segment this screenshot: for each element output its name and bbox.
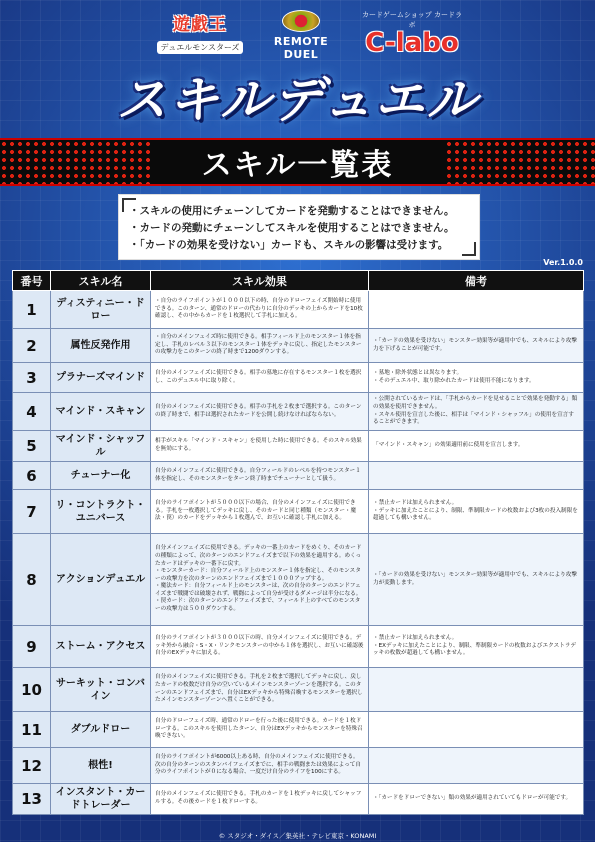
skill-effect: 自分のメインフェイズに使用できる。自分フィールドのレベルを持つモンスター１体を指定し、そのモンスターをターン終了時までチューナーとして扱う。 <box>151 462 369 490</box>
skill-name: ディスティニー・ドロー <box>51 291 151 329</box>
table-row <box>13 534 584 626</box>
skill-number: 3 <box>13 363 51 393</box>
table-row <box>13 393 584 431</box>
table-row <box>13 748 584 784</box>
clabo-logo-main: C-labo <box>365 28 459 58</box>
notes-box <box>118 194 480 260</box>
yugioh-logo-sub: デュエルモンスターズ <box>157 41 242 54</box>
table-row <box>13 431 584 462</box>
skill-effect: ・自分のメインフェイズ時に使用できる。相手フィールド上のモンスター１体を指定し、手札のレベル３以下のモンスター１体をデッキに戻し、指定したモンスターの攻撃力をこのターンの終了時まで1200ダウンする。 <box>151 329 369 363</box>
remote-duel-emblem-icon <box>282 10 320 32</box>
skill-remarks: ・禁止カードは加えられません。 ・EXデッキに加えたことにより、制限、準制限カードの枚数およびエクストラデッキの枚数が超過しても構いません。 <box>369 626 584 668</box>
table-row <box>13 462 584 490</box>
header-remarks: 備考 <box>369 271 584 291</box>
skill-remarks: 「マインド・スキャン」の効果適用前に使用を宣言します。 <box>369 431 584 462</box>
skill-name: プラナーズマインド <box>51 363 151 393</box>
skill-remarks <box>369 748 584 784</box>
skill-name: 根性! <box>51 748 151 784</box>
skill-name: リ・コントラクト・ユニバース <box>51 490 151 534</box>
version-label: Ver.1.0.0 <box>543 258 583 267</box>
skill-remarks: ・「カードをドローできない」類の効果が適用されていてもドローが可能です。 <box>369 784 584 815</box>
skill-effect: 自分メインフェイズに使用できる。デッキの一番上のカードをめくり、そのカードの種類によって、次のターンのエンドフェイズまで以下の効果を適用する。めくったカードはデッキの一番下に戻す。 ・モンスターカード：自分フィールド上のモンスター１体を指定し、そのモンスターの攻撃力を次のターンのエンドフェイズまで１０００アップする。 ・魔法カード：自分フィールド上のモンスターは、次の自分のターンのエンドフェイズまで戦闘では破壊されず、戦闘によって自分が受けるダメージは半分になる。 ・罠カード：次のターンのエンドフェイズまで、フィールド上のすべてのモンスターの攻撃力は５００ダウンする。 <box>151 534 369 626</box>
skill-remarks: ・墓地・除外状態とは異なります。 ・そのデュエル中、取り除かれたカードは使用不能になります。 <box>369 363 584 393</box>
skill-effect: 自分のメインフェイズに使用できる。相手の墓地に存在するモンスター１枚を選択し、このデュエル中に取り除く。 <box>151 363 369 393</box>
skill-name: アクションデュエル <box>51 534 151 626</box>
skill-effect: 自分のライフポイントが５０００以下の場合、自分のメインフェイズに使用できる。手札を一枚選択してデッキに戻し、そのカードと同じ種類（モンスター・魔法・罠）のカードをデッキから１枚選んで、お互いに確認し手札に加える。 <box>151 490 369 534</box>
skill-remarks: ・公開されているカードは、「手札からカードを見せることで効果を発動する」類の効果を使用できません。 ・スキル使用を宣言した後に、相手は「マインド・シャッフル」の使用を宣言することができます。 <box>369 393 584 431</box>
skill-effect: 自分のメインフェイズに使用できる。手札を２枚まで選択してデッキに戻し、戻したカードの枚数だけ自分の空いているメインモンスターゾーンを選択する。このターンのエンドフェイズまで、自分はEXデッキから特殊召喚するモンスターを選択したメインモンスターゾーンへ置くことができる。 <box>151 668 369 712</box>
table-row <box>13 784 584 815</box>
skill-table <box>12 270 584 815</box>
skill-number: 6 <box>13 462 51 490</box>
skill-remarks <box>369 462 584 490</box>
skill-effect: 自分のライフポイントが３０００以下の時、自分メインフェイズに使用できる。デッキ外から融合・S・X・リンクモンスターの中から１体を選択し、お互いに確認後自分のEXデッキに加える。 <box>151 626 369 668</box>
banner-title: スキル一覧表 <box>201 148 394 183</box>
skill-name: ダブルドロー <box>51 712 151 748</box>
skill-name: サーキット・コンバイン <box>51 668 151 712</box>
skill-effect: 自分のライフポイントが6000以上ある時、自分のメインフェイズに使用できる。次の自分のターンのスタンバイフェイズまでに、相手の戦闘または効果によって自分のライフポイントが０になる場合、一度だけ自分のライフを100にする。 <box>151 748 369 784</box>
skill-effect: 自分のドローフェイズ時、通常のドローを行った後に使用できる。カードを１枚ドローする。このスキルを使用したターン、自分はEXデッキからモンスターを特殊召喚できない。 <box>151 712 369 748</box>
skill-effect: 自分のメインフェイズに使用できる。相手の手札を２枚まで選択する。このターンの終了時まで、相手は選択されたカードを公開し続けなければならない。 <box>151 393 369 431</box>
table-row <box>13 626 584 668</box>
skill-name: 属性反発作用 <box>51 329 151 363</box>
skill-name: チューナー化 <box>51 462 151 490</box>
skill-number: 8 <box>13 534 51 626</box>
skill-remarks: ・「カードの効果を受けない」モンスター効果等が適用中でも、スキルにより攻撃力を下げることが可能です。 <box>369 329 584 363</box>
header-skill-effect: スキル効果 <box>151 271 369 291</box>
skill-number: 4 <box>13 393 51 431</box>
skill-effect: 自分のメインフェイズに使用できる。手札のカードを１枚デッキに戻してシャッフルする。その後カードを１枚ドローする。 <box>151 784 369 815</box>
header-skill-name: スキル名 <box>51 271 151 291</box>
note-line: ・スキルの使用にチェーンしてカードを発動することはできません。 <box>129 205 455 217</box>
note-line: ・カードの発動にチェーンしてスキルを使用することはできません。 <box>129 222 455 234</box>
skill-effect: 相手がスキル「マインド・スキャン」を使用した時に使用できる。そのスキル効果を無効にする。 <box>151 431 369 462</box>
skill-remarks: ・「カードの効果を受けない」モンスター効果等が適用中でも、スキルにより攻撃力が変動します。 <box>369 534 584 626</box>
table-row <box>13 291 584 329</box>
skill-remarks <box>369 291 584 329</box>
skill-number: 2 <box>13 329 51 363</box>
skill-name: マインド・シャッフル <box>51 431 151 462</box>
skill-number: 13 <box>13 784 51 815</box>
page-title <box>0 60 595 132</box>
remote-duel-logo <box>255 10 347 61</box>
skill-number: 10 <box>13 668 51 712</box>
table-row <box>13 668 584 712</box>
skill-effect: ・自分のライフポイントが１０００以下の時、自分のドローフェイズ開始時に使用できる。このターン、通常のドローの代わりに自分のデッキの上からカードを10枚確認し、その中からカードを１枚選択して手札に加える。 <box>151 291 369 329</box>
table-header-row <box>13 271 584 291</box>
title-banner <box>0 138 595 186</box>
skill-name: マインド・スキャン <box>51 393 151 431</box>
logo-row <box>0 6 595 61</box>
skill-remarks <box>369 712 584 748</box>
skill-number: 7 <box>13 490 51 534</box>
table-row <box>13 712 584 748</box>
skill-number: 11 <box>13 712 51 748</box>
yugioh-logo <box>150 10 250 54</box>
table-row <box>13 490 584 534</box>
skill-number: 12 <box>13 748 51 784</box>
skill-name: ストーム・アクセス <box>51 626 151 668</box>
clabo-logo-top: カードゲームショップ カードラボ <box>362 11 462 29</box>
skill-number: 1 <box>13 291 51 329</box>
skill-number: 9 <box>13 626 51 668</box>
remote-duel-logo-text: REMOTE DUEL <box>273 35 329 61</box>
skill-name: インスタント・カードトレーダー <box>51 784 151 815</box>
skill-remarks <box>369 668 584 712</box>
skill-remarks: ・禁止カードは加えられません。 ・デッキに加えたことにより、制限、準制限カードの枚数および3枚の投入制限を超過しても構いません。 <box>369 490 584 534</box>
skill-number: 5 <box>13 431 51 462</box>
table-row <box>13 329 584 363</box>
yugioh-logo-main: 遊戯王 <box>173 15 227 35</box>
header-number: 番号 <box>13 271 51 291</box>
page-title-text: スキルデュエル <box>116 71 479 129</box>
table-row <box>13 363 584 393</box>
note-line: ・「カードの効果を受けない」カードも、スキルの影響は受けます。 <box>129 239 449 251</box>
clabo-logo <box>362 10 462 56</box>
copyright-footer: © スタジオ・ダイス／集英社・テレビ東京・KONAMI <box>218 832 377 840</box>
